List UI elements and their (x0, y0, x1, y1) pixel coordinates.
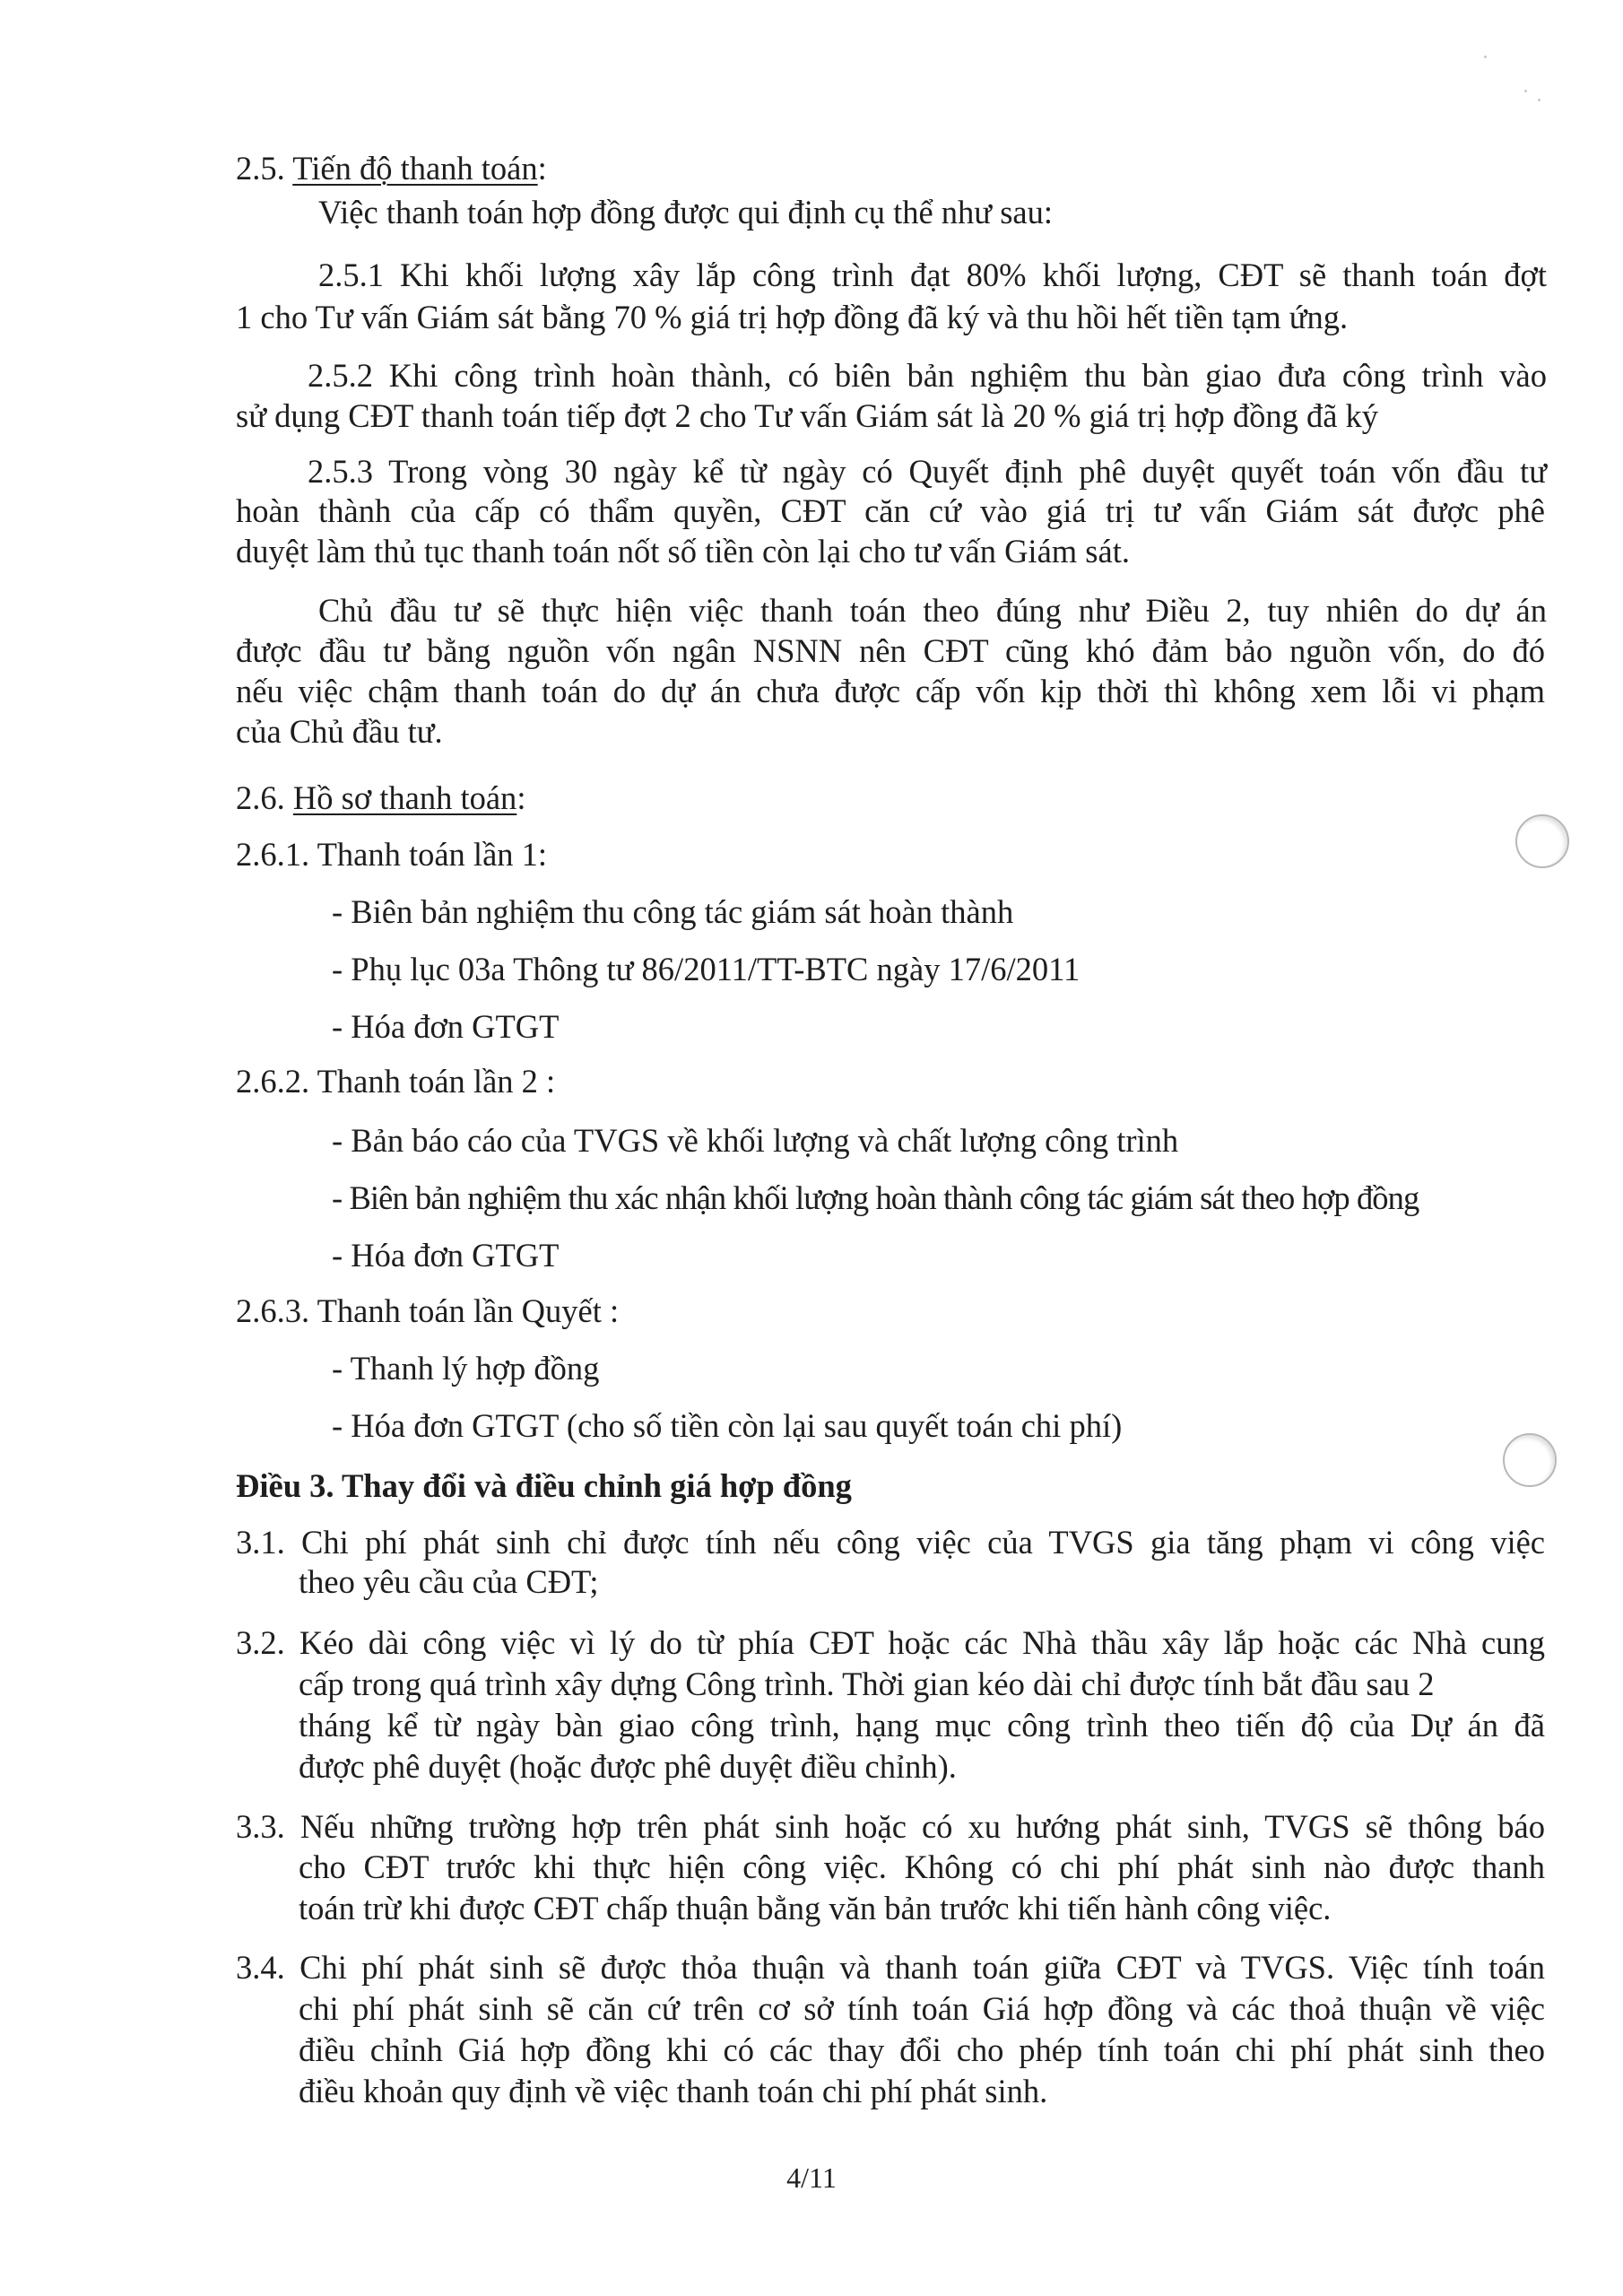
paragraph-2-5-3-line: hoàn thành của cấp có thẩm quyền, CĐT căn cứ vào giá trị tư vấn Giám sát được phê (236, 492, 1545, 529)
clause-3-2-line: tháng kể từ ngày bàn giao công trình, hạng mục công trình theo tiến độ của Dự án đã (299, 1707, 1545, 1744)
scan-speck (1484, 56, 1487, 58)
list-item: - Thanh lý hợp đồng (332, 1350, 600, 1387)
paragraph-2-5-1-line: 2.5.1 Khi khối lượng xây lắp công trình đạt 80% khối lượng, CĐT sẽ thanh toán đợt (318, 257, 1547, 293)
list-item: - Biên bản nghiệm thu xác nhận khối lượng hoàn thành công tác giám sát theo hợp đồng (332, 1179, 1419, 1216)
section-2-5-title: Tiến độ thanh toán (292, 150, 538, 187)
paragraph-2-5-intro: Việc thanh toán hợp đồng được qui định cụ thể như sau: (318, 194, 1054, 230)
paragraph-2-5-2-line: sử dụng CĐT thanh toán tiếp đợt 2 cho Tư vấn Giám sát là 20 % giá trị hợp đồng đã ký (236, 397, 1379, 434)
clause-3-3-line: cho CĐT trước khi thực hiện công việc. Không có chi phí phát sinh nào được thanh (299, 1848, 1545, 1885)
list-item: - Bản báo cáo của TVGS về khối lượng và chất lượng công trình (332, 1122, 1179, 1159)
article-3-heading: Điều 3. Thay đổi và điều chỉnh giá hợp đồng (236, 1467, 852, 1504)
scan-speck (1524, 90, 1527, 92)
paragraph-owner-line: nếu việc chậm thanh toán do dự án chưa được cấp vốn kịp thời thì không xem lỗi vi phạm (236, 673, 1545, 709)
clause-3-2-line: được phê duyệt (hoặc được phê duyệt điều chỉnh). (299, 1748, 957, 1785)
paragraph-owner-line: của Chủ đầu tư. (236, 713, 443, 750)
paragraph-2-5-2-line: 2.5.2 Khi công trình hoàn thành, có biên bản nghiệm thu bàn giao đưa công trình vào (308, 357, 1547, 394)
section-2-6-1-heading: 2.6.1. Thanh toán lần 1: (236, 836, 548, 873)
list-item: - Hóa đơn GTGT (332, 1008, 560, 1045)
list-item: - Hóa đơn GTGT (cho số tiền còn lại sau quyết toán chi phí) (332, 1407, 1123, 1444)
section-2-6-2-heading: 2.6.2. Thanh toán lần 2 : (236, 1063, 556, 1100)
section-2-5-heading: 2.5. Tiến độ thanh toán: (236, 150, 547, 187)
section-2-6-3-heading: 2.6.3. Thanh toán lần Quyết : (236, 1292, 620, 1329)
section-2-6-title: Hồ sơ thanh toán (292, 779, 517, 816)
paragraph-2-5-1-line: 1 cho Tư vấn Giám sát bằng 70 % giá trị hợp đồng đã ký và thu hồi hết tiền tạm ứng. (236, 299, 1349, 335)
clause-3-1-line: 3.1. Chi phí phát sinh chỉ được tính nếu công việc của TVGS gia tăng phạm vi công việc (236, 1524, 1545, 1561)
section-2-6-heading: 2.6. Hồ sơ thanh toán: (236, 779, 526, 816)
clause-3-3-line: toán trừ khi được CĐT chấp thuận bằng văn bản trước khi tiến hành công việc. (299, 1890, 1332, 1926)
clause-3-1-line: theo yêu cầu của CĐT; (299, 1563, 599, 1600)
list-item: - Biên bản nghiệm thu công tác giám sát hoàn thành (332, 893, 1014, 930)
clause-3-4-line: chi phí phát sinh sẽ căn cứ trên cơ sở tính toán Giá hợp đồng và các thoả thuận về việc (299, 1990, 1545, 2027)
list-item: - Phụ lục 03a Thông tư 86/2011/TT-BTC ngày 17/6/2011 (332, 951, 1081, 987)
clause-3-4-line: điều khoản quy định về việc thanh toán chi phí phát sinh. (299, 2073, 1048, 2109)
list-item: - Hóa đơn GTGT (332, 1237, 560, 1274)
page-number: 4/11 (786, 2161, 837, 2194)
clause-3-4-line: điều chỉnh Giá hợp đồng khi có các thay đổi cho phép tính toán chi phí phát sinh theo (299, 2031, 1545, 2068)
paragraph-owner-line: Chủ đầu tư sẽ thực hiện việc thanh toán theo đúng như Điều 2, tuy nhiên do dự án (318, 592, 1547, 629)
clause-3-2-line: 3.2. Kéo dài công việc vì lý do từ phía CĐT hoặc các Nhà thầu xây lắp hoặc các Nhà cung (236, 1624, 1545, 1661)
clause-3-3-line: 3.3. Nếu những trường hợp trên phát sinh hoặc có xu hướng phát sinh, TVGS sẽ thông báo (236, 1808, 1545, 1845)
clause-3-4-line: 3.4. Chi phí phát sinh sẽ được thỏa thuận và thanh toán giữa CĐT và TVGS. Việc tính toán (236, 1949, 1545, 1986)
paragraph-2-5-3-line: 2.5.3 Trong vòng 30 ngày kể từ ngày có Quyết định phê duyệt quyết toán vốn đầu tư (308, 453, 1547, 490)
paragraph-2-5-3-line: duyệt làm thủ tục thanh toán nốt số tiền còn lại cho tư vấn Giám sát. (236, 533, 1130, 570)
clause-3-2-line: cấp trong quá trình xây dựng Công trình. Thời gian kéo dài chỉ được tính bắt đầu sau 2 (299, 1665, 1435, 1702)
paragraph-owner-line: được đầu tư bằng nguồn vốn ngân NSNN nên CĐT cũng khó đảm bảo nguồn vốn, do đó (236, 632, 1545, 669)
scan-speck (1538, 99, 1541, 101)
